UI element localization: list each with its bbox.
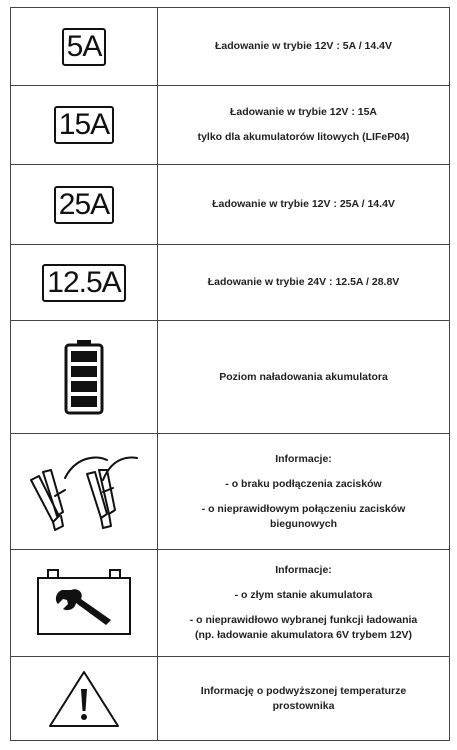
icon-cell	[11, 321, 158, 433]
icon-cell	[11, 657, 158, 740]
symbol-legend-table	[10, 7, 450, 741]
icon-cell	[11, 86, 158, 164]
icon-cell	[11, 434, 158, 549]
description-cell	[158, 245, 449, 320]
description-cell	[158, 8, 449, 85]
description-line: Poziom naładowania akumulatora	[219, 370, 388, 383]
description-cell	[158, 550, 449, 656]
icon-cell	[11, 165, 158, 244]
current-badge-25a: 25A	[54, 186, 114, 224]
description-line: (np. ładowanie akumulatora 6V trybem 12V)	[194, 629, 413, 641]
description-line: Ładowanie w trybie 12V : 5A / 14.4V	[214, 40, 392, 52]
battery-wrench-icon	[36, 568, 132, 638]
description-line: Informacje:	[275, 564, 332, 576]
description-line: Ładowanie w trybie 24V : 12.5A / 28.8V	[207, 276, 400, 288]
warning-triangle-icon	[47, 669, 121, 729]
description-line: Ładowanie w trybie 12V : 25A / 14.4V	[212, 198, 395, 210]
description-line: prostownika	[272, 699, 335, 712]
description-cell	[158, 165, 449, 244]
icon-cell	[11, 245, 158, 320]
description-line: Informacje:	[275, 452, 332, 465]
description-line: - o nieprawidłowo wybranej funkcji ładowania	[189, 614, 418, 626]
table-row	[11, 86, 449, 165]
description-line: Ładowanie w trybie 12V : 15A	[229, 106, 378, 118]
current-badge-5a: 5A	[62, 28, 107, 66]
description-line: - o nieprawidłowym połączeniu zacisków	[201, 502, 406, 515]
icon-cell	[11, 8, 158, 85]
clamps-icon	[25, 450, 143, 534]
description-line: Informację o podwyższonej temperaturze	[200, 684, 407, 697]
table-row	[11, 8, 449, 86]
table-row	[11, 245, 449, 321]
current-badge-12-5a: 12.5A	[42, 264, 125, 302]
description-line: - o złym stanie akumulatora	[234, 589, 373, 601]
description-cell	[158, 657, 449, 740]
description-cell	[158, 321, 449, 433]
current-badge-15a: 15A	[54, 106, 114, 144]
table-row	[11, 550, 449, 657]
table-row	[11, 321, 449, 434]
battery-level-icon	[64, 339, 104, 415]
table-row	[11, 434, 449, 550]
description-cell	[158, 86, 449, 164]
description-line: tylko dla akumulatorów litowych (LIFeP04)	[197, 131, 410, 143]
description-line: - o braku podłączenia zacisków	[225, 477, 382, 490]
icon-cell	[11, 550, 158, 656]
description-cell	[158, 434, 449, 549]
table-row	[11, 657, 449, 740]
description-line: biegunowych	[269, 517, 338, 530]
table-row	[11, 165, 449, 245]
